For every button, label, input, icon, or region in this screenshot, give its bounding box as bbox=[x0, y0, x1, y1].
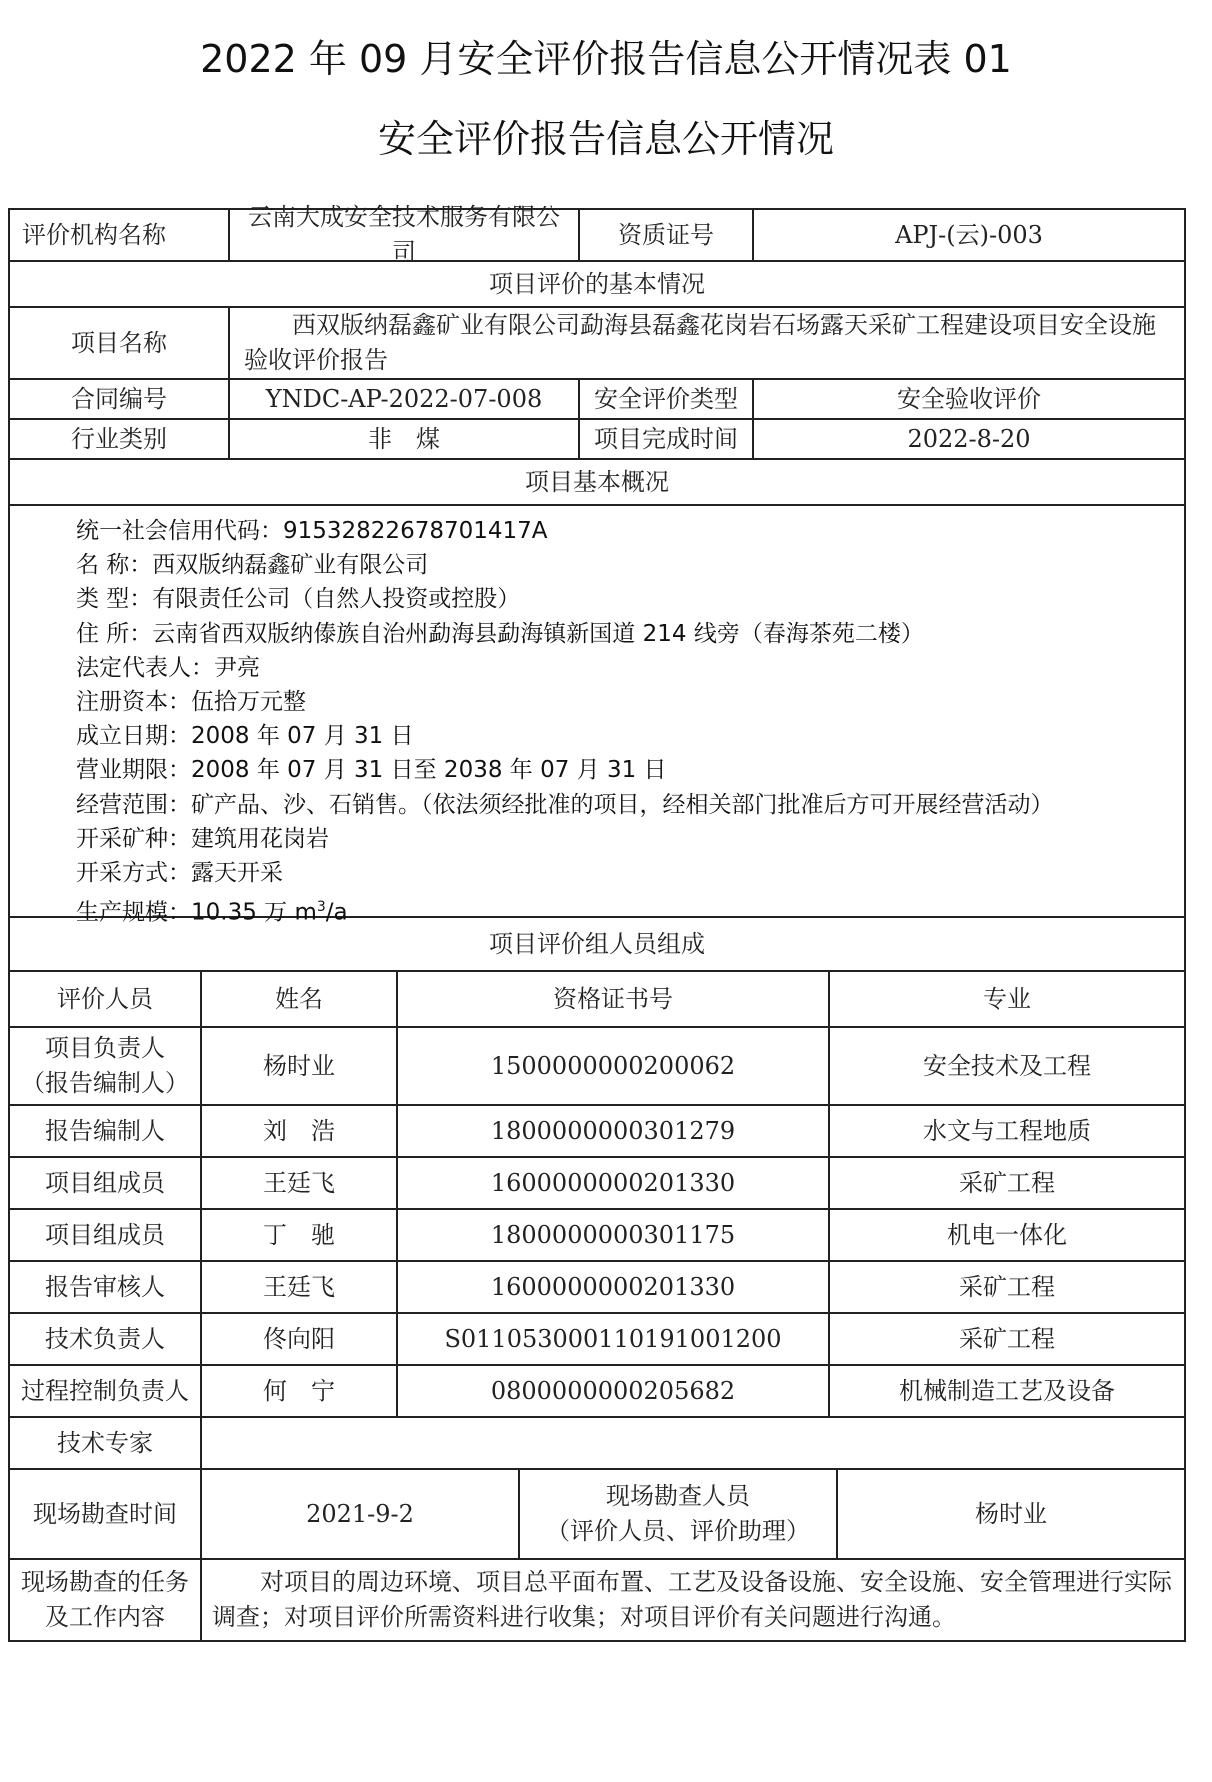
industry-label: 行业类别 bbox=[71, 424, 167, 453]
team-section-row bbox=[10, 916, 1184, 970]
scale-sup: 3 bbox=[316, 899, 326, 916]
team-major: 水文与工程地质 bbox=[828, 1106, 1184, 1156]
org-row bbox=[10, 203, 1184, 266]
mining-method-line: 开采方式：露天开采 bbox=[76, 860, 283, 887]
contract-row bbox=[10, 378, 1184, 418]
team-cert: 1600000000201330 bbox=[396, 1262, 828, 1312]
scope-line: 经营范围：矿产品、沙、石销售。（依法须经批准的项目，经相关部门批准后方可开展经营活动） bbox=[76, 791, 1054, 818]
capital-line: 注册资本：伍拾万元整 bbox=[76, 689, 306, 716]
project-name-row bbox=[10, 306, 1184, 378]
team-major: 机电一体化 bbox=[828, 1210, 1184, 1260]
basic-section-row bbox=[10, 260, 1184, 306]
org-label: 评价机构名称 bbox=[22, 220, 166, 249]
task-label: 现场勘查的任务 bbox=[21, 1568, 189, 1597]
company-type-line: 类 型：有限责任公司（自然人投资或控股） bbox=[76, 586, 521, 613]
header-major: 专业 bbox=[828, 972, 1184, 1026]
term-line: 营业期限：2008 年 07 月 31 日至 2038 年 07 月 31 日 bbox=[76, 757, 667, 784]
survey-staff-label: 现场勘查人员 bbox=[606, 1482, 750, 1511]
team-major: 机械制造工艺及设备 bbox=[828, 1366, 1184, 1416]
address-line: 住 所：云南省西双版纳傣族自治州勐海县勐海镇新国道 214 线旁（春海茶苑二楼） bbox=[76, 620, 924, 647]
team-role-sub: （报告编制人） bbox=[21, 1069, 189, 1097]
team-name: 王廷飞 bbox=[200, 1158, 396, 1208]
eval-type-value: 安全验收评价 bbox=[752, 380, 1184, 418]
team-cert: 1800000000301279 bbox=[396, 1106, 828, 1156]
table-row bbox=[10, 1026, 1184, 1104]
team-major: 安全技术及工程 bbox=[828, 1028, 1184, 1104]
task-label-sub: 及工作内容 bbox=[45, 1603, 165, 1631]
team-major: 采矿工程 bbox=[828, 1314, 1184, 1364]
table-row bbox=[10, 1104, 1184, 1156]
survey-staff-value: 杨时业 bbox=[836, 1470, 1184, 1558]
scale-suffix: /a bbox=[325, 899, 348, 926]
document-title: 2022 年 09 月安全评价报告信息公开情况表 01 bbox=[200, 37, 1012, 81]
team-cert: 1600000000201330 bbox=[396, 1158, 828, 1208]
team-major: 采矿工程 bbox=[828, 1158, 1184, 1208]
cert-value: APJ-(云)-003 bbox=[752, 210, 1184, 260]
team-name: 丁 驰 bbox=[200, 1210, 396, 1260]
expert-label: 技术专家 bbox=[57, 1428, 153, 1457]
team-cert: S011053000110191001200 bbox=[396, 1314, 828, 1364]
info-table bbox=[8, 203, 1186, 1642]
completion-label: 项目完成时间 bbox=[578, 420, 752, 458]
team-role: 过程控制负责人 bbox=[21, 1376, 189, 1405]
team-role: 报告编制人 bbox=[45, 1116, 165, 1145]
team-name: 佟向阳 bbox=[200, 1314, 396, 1364]
team-role: 项目负责人 bbox=[45, 1034, 165, 1063]
contract-value: YNDC-AP-2022-07-008 bbox=[228, 380, 578, 418]
project-name-value: 西双版纳磊鑫矿业有限公司勐海县磊鑫花岗岩石场露天采矿工程建设项目安全设施验收评价报告 bbox=[244, 311, 1156, 374]
team-cert: 0800000000205682 bbox=[396, 1366, 828, 1416]
cert-label: 资质证号 bbox=[578, 210, 752, 260]
mineral-line: 开采矿种：建筑用花岗岩 bbox=[76, 825, 329, 852]
team-role: 项目组成员 bbox=[45, 1220, 165, 1249]
document-subtitle: 安全评价报告信息公开情况 bbox=[377, 117, 834, 161]
task-value: 对项目的周边环境、项目总平面布置、工艺及设备设施、安全设施、安全管理进行实际调查；对项目评价所需资料进行收集；对项目评价有关问题进行沟通。 bbox=[212, 1568, 1172, 1631]
credit-code-line: 统一社会信用代码：91532822678701417A bbox=[76, 518, 548, 544]
company-name-line: 名 称：西双版纳磊鑫矿业有限公司 bbox=[76, 552, 429, 579]
project-name-label: 项目名称 bbox=[71, 328, 167, 357]
team-name: 王廷飞 bbox=[200, 1262, 396, 1312]
expert-row bbox=[10, 1416, 1184, 1468]
expert-value bbox=[200, 1418, 1184, 1468]
eval-type-label: 安全评价类型 bbox=[578, 380, 752, 418]
team-major: 采矿工程 bbox=[828, 1262, 1184, 1312]
overview-section-row bbox=[10, 458, 1184, 504]
header-role: 评价人员 bbox=[57, 984, 153, 1013]
team-header-row bbox=[10, 970, 1184, 1026]
team-role: 技术负责人 bbox=[45, 1324, 165, 1353]
legal-rep-line: 法定代表人：尹亮 bbox=[76, 654, 260, 681]
contract-label: 合同编号 bbox=[71, 384, 167, 413]
survey-row bbox=[10, 1468, 1184, 1558]
team-section-heading: 项目评价组人员组成 bbox=[489, 929, 705, 958]
team-name: 杨时业 bbox=[200, 1028, 396, 1104]
table-row bbox=[10, 1208, 1184, 1260]
table-row bbox=[10, 1364, 1184, 1416]
basic-section-heading: 项目评价的基本情况 bbox=[489, 269, 705, 298]
survey-time-value: 2021-9-2 bbox=[200, 1470, 518, 1558]
team-name: 刘 浩 bbox=[200, 1106, 396, 1156]
industry-row bbox=[10, 418, 1184, 458]
table-row bbox=[10, 1312, 1184, 1364]
team-cert: 1800000000301175 bbox=[396, 1210, 828, 1260]
completion-value: 2022-8-20 bbox=[752, 420, 1184, 458]
header-name: 姓名 bbox=[200, 972, 396, 1026]
team-cert: 1500000000200062 bbox=[396, 1028, 828, 1104]
team-role: 项目组成员 bbox=[45, 1168, 165, 1197]
overview-row bbox=[10, 504, 1184, 926]
org-value: 云南大成安全技术服务有限公司 bbox=[228, 210, 578, 260]
survey-staff-label-sub: （评价人员、评价助理） bbox=[546, 1517, 810, 1545]
industry-value: 非 煤 bbox=[228, 420, 578, 458]
task-row bbox=[10, 1558, 1184, 1640]
scale-prefix: 生产规模：10.35 万 m bbox=[76, 899, 317, 926]
overview-block bbox=[10, 506, 1184, 926]
survey-time-label: 现场勘查时间 bbox=[33, 1499, 177, 1528]
table-row bbox=[10, 1156, 1184, 1208]
header-cert: 资格证书号 bbox=[396, 972, 828, 1026]
founded-line: 成立日期：2008 年 07 月 31 日 bbox=[76, 723, 414, 750]
table-row bbox=[10, 1260, 1184, 1312]
team-name: 何 宁 bbox=[200, 1366, 396, 1416]
team-role: 报告审核人 bbox=[45, 1272, 165, 1301]
overview-section-heading: 项目基本概况 bbox=[525, 467, 669, 496]
